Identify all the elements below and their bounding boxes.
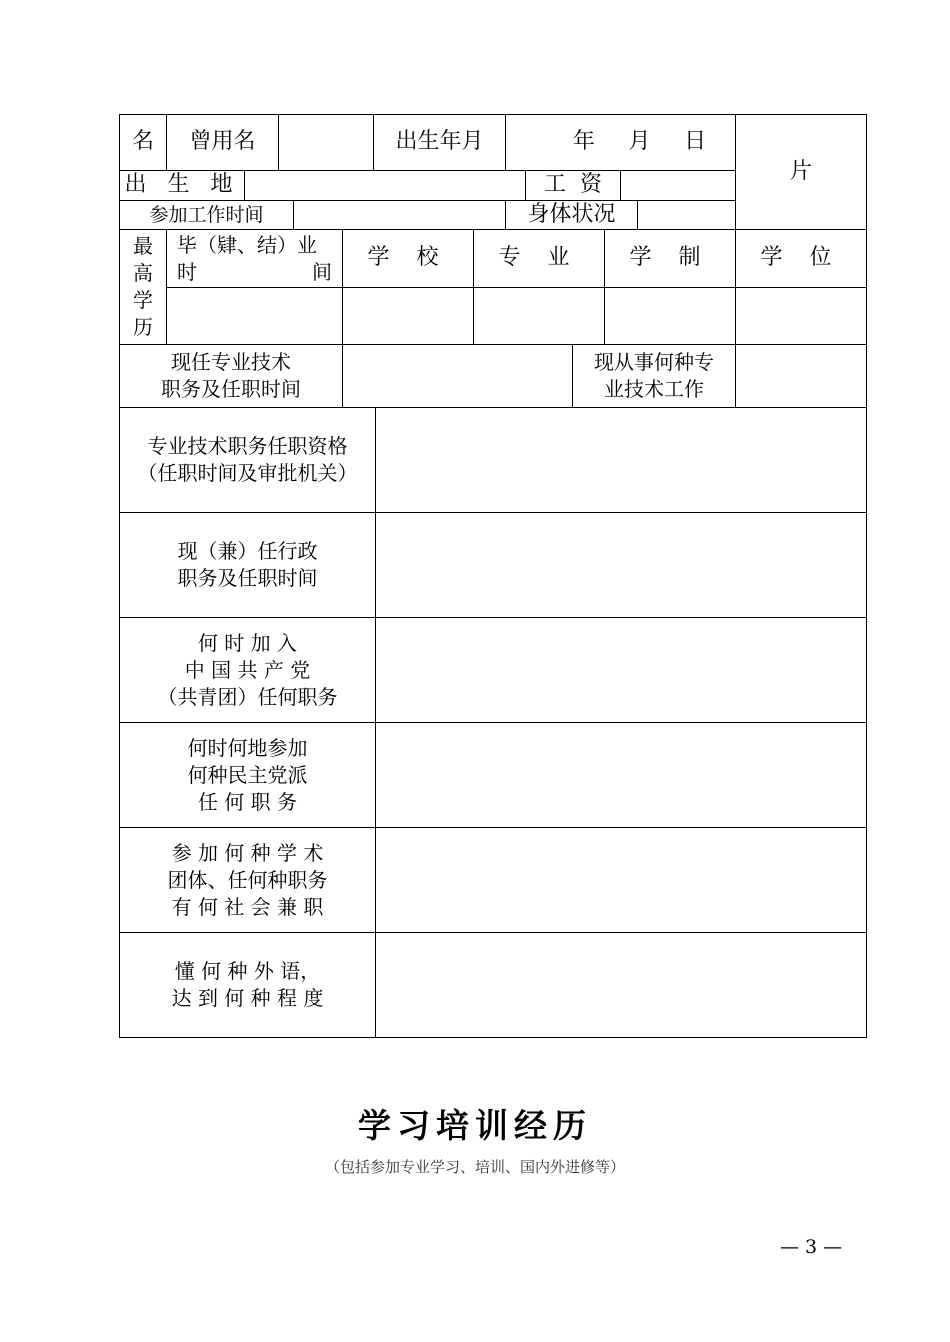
school-field[interactable]	[342, 287, 474, 345]
foreign-language-field[interactable]	[375, 932, 867, 1038]
photo-box: 片	[735, 114, 867, 230]
name-label-tail: 名	[119, 114, 167, 171]
birthplace-label: 出 生 地	[119, 170, 245, 201]
section-subtitle: （包括参加专业学习、培训、国内外进修等）	[324, 1158, 625, 1176]
month-label: 月	[628, 129, 651, 155]
work-start-field[interactable]	[293, 200, 506, 230]
page-number: — 3 —	[780, 1236, 843, 1258]
party-membership-label: 何 时 加 入 中 国 共 产 党 （共青团）任何职务	[119, 617, 376, 723]
study-length-header: 学 制	[604, 229, 736, 288]
section-title: 学习培训经历	[358, 1106, 592, 1145]
degree-field[interactable]	[735, 287, 867, 345]
year-label: 年	[572, 129, 595, 155]
former-name-label: 曾用名	[166, 114, 279, 171]
personnel-form-table	[119, 114, 867, 1038]
academic-society-field[interactable]	[375, 827, 867, 933]
current-title-field[interactable]	[342, 344, 573, 408]
engaged-work-field[interactable]	[735, 344, 867, 408]
qualification-field[interactable]	[375, 407, 867, 513]
health-field[interactable]	[637, 200, 736, 230]
party-membership-field[interactable]	[375, 617, 867, 723]
qualification-label: 专业技术职务任职资格 （任职时间及审批机关）	[119, 407, 376, 513]
engaged-work-label: 现从事何种专 业技术工作	[572, 344, 736, 408]
graduation-time-label: 毕（肄、结）业 时 间	[166, 229, 343, 288]
day-label: 日	[684, 129, 707, 155]
major-field[interactable]	[473, 287, 605, 345]
health-label: 身体状况	[505, 200, 638, 230]
former-name-field[interactable]	[278, 114, 374, 171]
work-start-label: 参加工作时间	[119, 200, 294, 230]
graduation-time-field[interactable]	[166, 287, 343, 345]
highest-education-label: 最 高 学 历	[119, 229, 167, 345]
school-header: 学 校	[342, 229, 474, 288]
academic-society-label: 参 加 何 种 学 术 团体、任何种职务 有 何 社 会 兼 职	[119, 827, 376, 933]
study-length-field[interactable]	[604, 287, 736, 345]
current-title-label: 现任专业技术 职务及任职时间	[119, 344, 343, 408]
admin-position-label: 现（兼）任行政 职务及任职时间	[119, 512, 376, 618]
admin-position-field[interactable]	[375, 512, 867, 618]
democratic-party-field[interactable]	[375, 722, 867, 828]
major-header: 专 业	[473, 229, 605, 288]
degree-header: 学 位	[735, 229, 867, 288]
birthplace-field[interactable]	[244, 170, 526, 201]
foreign-language-label: 懂 何 种 外 语， 达 到 何 种 程 度	[119, 932, 376, 1038]
salary-label: 工 资	[525, 170, 621, 201]
salary-field[interactable]	[620, 170, 736, 201]
democratic-party-label: 何时何地参加 何种民主党派 任 何 职 务	[119, 722, 376, 828]
birth-date-label: 出生年月	[373, 114, 506, 171]
birth-date-field[interactable]	[505, 114, 736, 171]
